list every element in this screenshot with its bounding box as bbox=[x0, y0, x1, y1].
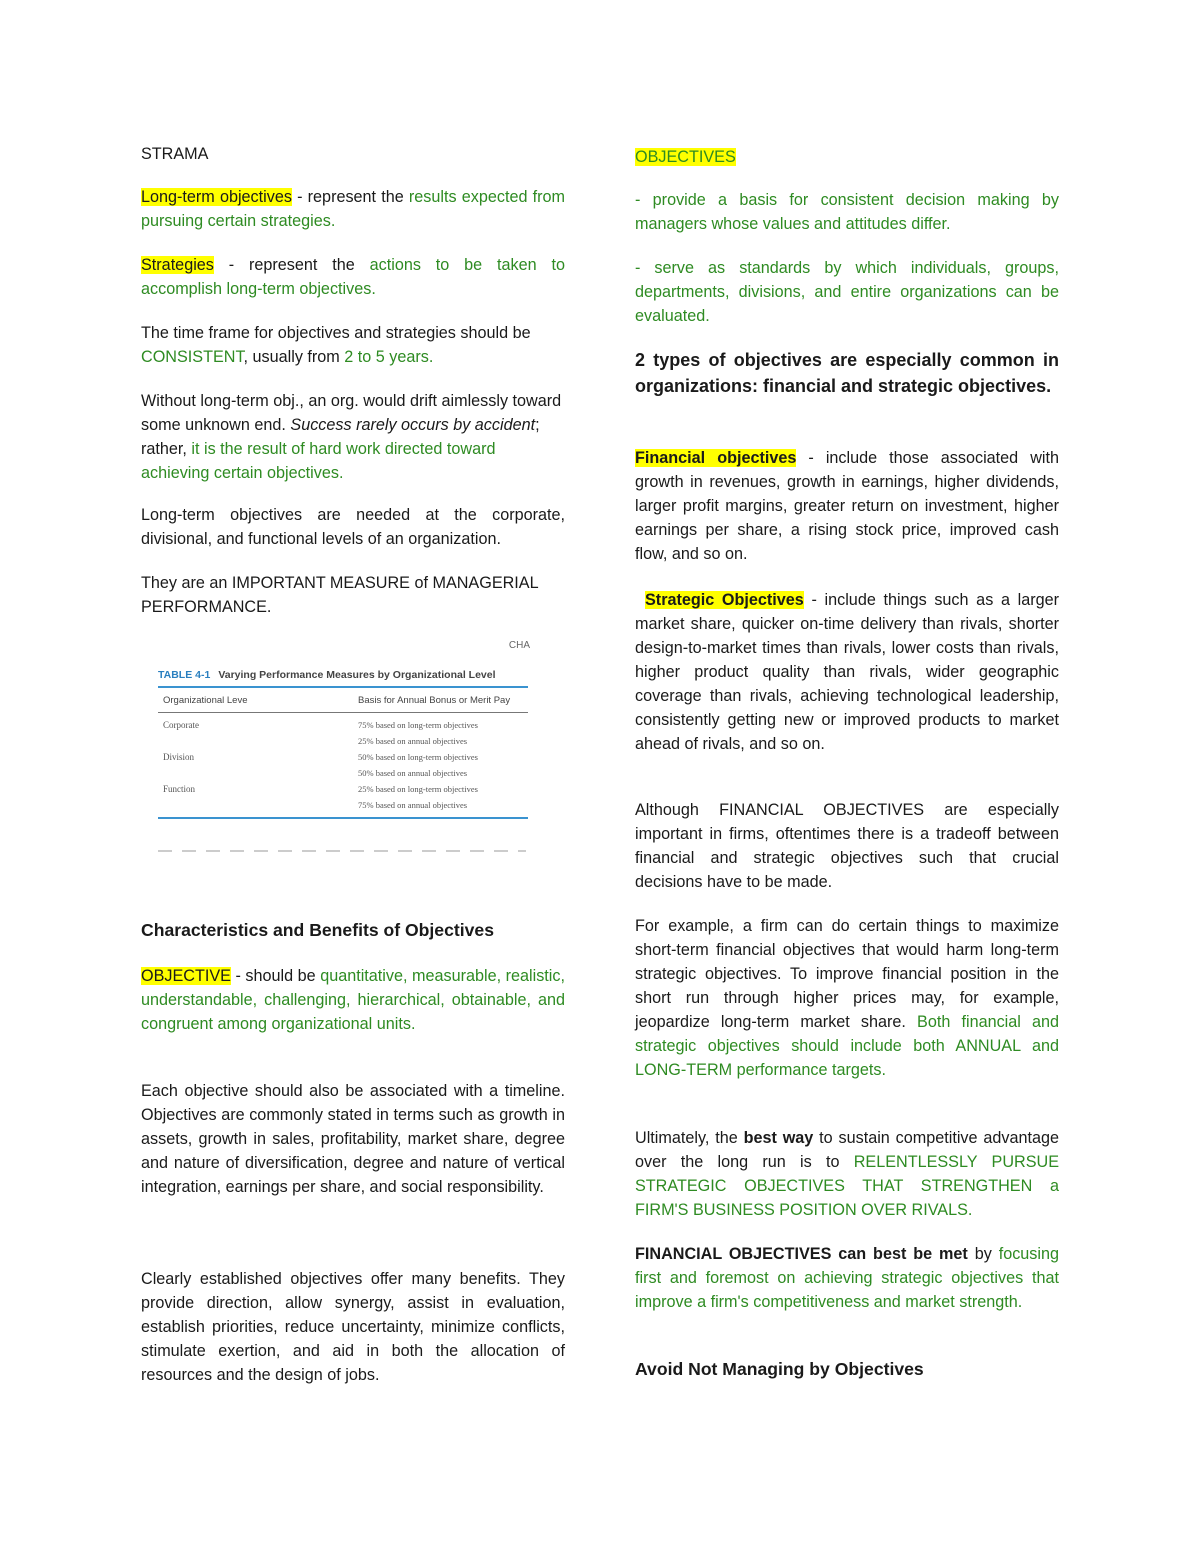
without-objectives-paragraph: Without long-term obj., an org. would drift aimlessly toward some unknown end. Success rarely occurs by accident; rather, it is the result of hard work directed toward achieving certain objectives. bbox=[141, 392, 562, 482]
table-row-basis: 25% based on long-term objectives 75% based on annual objectives bbox=[358, 784, 478, 810]
objectives-standards-paragraph: - serve as standards by which individuals, groups, departments, divisions, and entire organizations can be evaluated. bbox=[635, 259, 1059, 325]
tradeoff-paragraph: Although FINANCIAL OBJECTIVES are especially important in firms, oftentimes there is a tradeoff between financial and strategic objectives such that crucial decisions have to be made. bbox=[635, 801, 1059, 891]
table-header-rule bbox=[158, 712, 528, 713]
table-bottom-rule bbox=[158, 817, 528, 819]
long-term-objectives-paragraph: Long-term objectives - represent the results expected from pursuing certain strategies. bbox=[141, 188, 565, 230]
characteristics-heading: Characteristics and Benefits of Objectives bbox=[141, 920, 494, 940]
strategic-objectives-paragraph: Strategic Objectives - include things such as a larger market share, quicker on-time delivery than rivals, shorter design-to-market times than rivals, lower costs than rivals, higher product quality than rivals, wider geographic coverage than rivals, achieving technological leadership, consistently getting new or improved products to market ahead of rivals, and so on. bbox=[635, 591, 1059, 753]
objectives-label: OBJECTIVES bbox=[635, 148, 736, 166]
time-frame-paragraph: The time frame for objectives and strategies should be CONSISTENT, usually from 2 to 5 years. bbox=[141, 324, 531, 366]
table-row-level: Function bbox=[163, 784, 196, 794]
financial-objectives-term: Financial objectives bbox=[635, 449, 797, 467]
long-term-objectives-term: Long-term objectives bbox=[141, 188, 292, 206]
objectives-basis-paragraph: - provide a basis for consistent decision making by managers whose values and attitudes differ. bbox=[635, 191, 1059, 233]
performance-measures-table bbox=[146, 618, 530, 856]
table-row-basis: 75% based on long-term objectives 25% based on annual objectives bbox=[358, 720, 478, 746]
table-page-marker: CHA bbox=[508, 640, 530, 651]
example-paragraph: For example, a firm can do certain things to maximize short-term financial objectives that would harm long-term strategic objectives. To improve financial position in the short run through higher prices may, for example, jeopardize long-term market share. Both financial and strategic objectives should include both ANNUAL and LONG-TERM performance targets. bbox=[635, 917, 1060, 1079]
timeline-paragraph: Each objective should also be associated with a timeline. Objectives are commonly stated in terms such as growth in assets, growth in sales, profitability, market share, degree and nature of diversification, degree and nature of vertical integration, earnings per share, and social responsibility. bbox=[141, 1082, 565, 1196]
financial-objectives-paragraph: Financial objectives - include those associated with growth in revenues, growth in earnings, higher dividends, larger profit margins, greater return on investment, higher earnings per share, a rising stock price, improved cash flow, and so on. bbox=[635, 449, 1059, 563]
table-top-rule bbox=[158, 686, 528, 688]
table-row-level: Corporate bbox=[163, 720, 199, 730]
strategies-term: Strategies bbox=[141, 256, 214, 274]
doc-title: STRAMA bbox=[141, 145, 209, 163]
objective-definition-paragraph: OBJECTIVE - should be quantitative, measurable, realistic, understandable, challenging, hierarchical, obtainable, and congruent among organizational units. bbox=[141, 967, 565, 1033]
avoid-heading: Avoid Not Managing by Objectives bbox=[635, 1359, 924, 1379]
strategic-objectives-term: Strategic Objectives bbox=[645, 591, 804, 609]
important-measure-paragraph: They are an IMPORTANT MEASURE of MANAGERIAL PERFORMANCE. bbox=[141, 574, 539, 616]
table-header-basis: Basis for Annual Bonus or Merit Pay bbox=[358, 695, 511, 706]
table-row-level: Division bbox=[163, 752, 195, 762]
ultimately-paragraph: Ultimately, the best way to sustain competitive advantage over the long run is to RELENTLESSLY PURSUE STRATEGIC OBJECTIVES THAT STRENGTHEN a FIRM'S BUSINESS POSITION OVER RIVALS. bbox=[635, 1129, 1059, 1219]
financial-best-met-paragraph: FINANCIAL OBJECTIVES can best be met by focusing first and foremost on achieving strategic objectives that improve a firm's competitiveness and market strength. bbox=[635, 1245, 1059, 1311]
strategies-paragraph: Strategies - represent the actions to be taken to accomplish long-term objectives. bbox=[141, 256, 565, 298]
table-title: TABLE 4-1 Varying Performance Measures by Organizational Level bbox=[158, 669, 496, 681]
objectives-needed-paragraph: Long-term objectives are needed at the corporate, divisional, and functional levels of an organization. bbox=[141, 506, 565, 548]
table-header-level: Organizational Leve bbox=[163, 695, 248, 706]
types-heading: 2 types of objectives are especially common in organizations: financial and strategic objectives. bbox=[635, 350, 1059, 396]
table-cutoff-line bbox=[158, 850, 526, 852]
objective-term: OBJECTIVE bbox=[141, 967, 231, 985]
benefits-paragraph: Clearly established objectives offer many benefits. They provide direction, allow synergy, assist in evaluation, establish priorities, reduce uncertainty, minimize conflicts, stimulate exertion, and aid in both the allocation of resources and the design of jobs. bbox=[141, 1270, 565, 1384]
table-row-basis: 50% based on long-term objectives 50% based on annual objectives bbox=[358, 752, 478, 778]
